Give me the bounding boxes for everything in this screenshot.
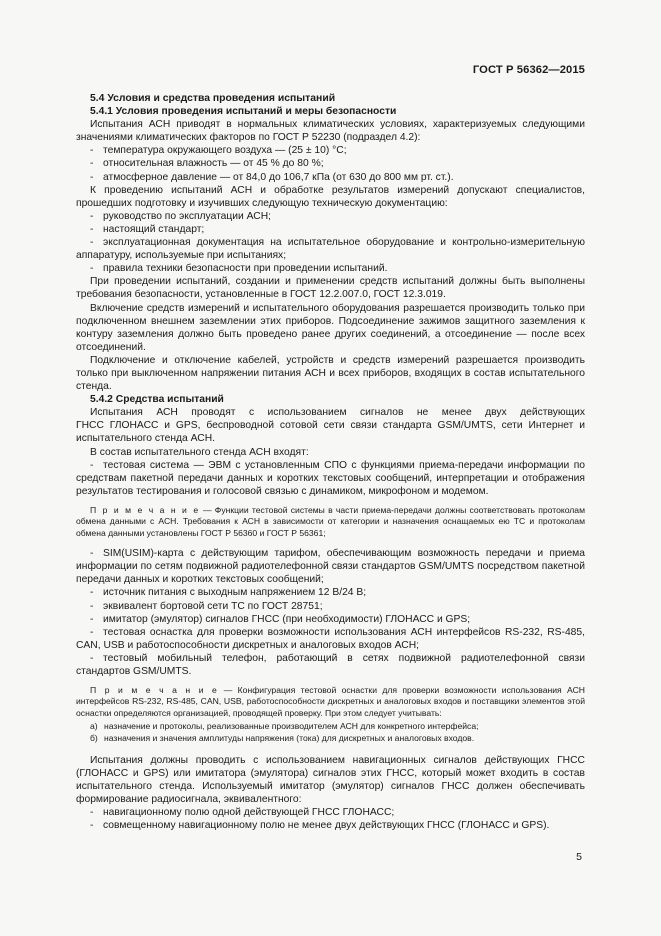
- paragraph: При проведении испытаний, создании и применении средств испытаний должны быть выполнены требования безопасности, установленные в ГОСТ 12.2.007.0, ГОСТ 12.3.019.: [76, 276, 585, 301]
- page-number: 5: [576, 851, 582, 863]
- page-content: [76, 92, 585, 832]
- list-item: - навигационному полю одной действующей ГНСС ГЛОНАСС;: [90, 807, 395, 819]
- list-item: - тестовая оснастка для проверки возможности использования АСН интерфейсов RS-232, RS-485, CAN, USB и работоспособности дискретных и аналоговых входов АСН;: [76, 626, 585, 651]
- list-item: - относительная влажность — от 45 % до 80 %;: [90, 158, 324, 170]
- note: П р и м е ч а н и е — Функции тестовой системы в части приема-передачи должны соответствовать протоколам обмена данными с АСН. Требования к АСН в зависимости от категории и назначения оснащаемых ею ТС и протоколам обмена данными установлены ГОСТ Р 56360 и ГОСТ Р 56361;: [76, 504, 585, 538]
- paragraph: Подключение и отключение кабелей, устройств и средств измерений разрешается производить только при выключенном напряжении питания АСН и всех приборов, входящих в состав испытательного стенда.: [76, 354, 585, 393]
- document-id-header: ГОСТ Р 56362—2015: [472, 64, 585, 76]
- subsection-heading-5-4-2: 5.4.2 Средства испытаний: [90, 394, 224, 406]
- list-item: - руководство по эксплуатации АСН;: [90, 210, 272, 222]
- paragraph: Испытания должны проводить с использованием навигационных сигналов действующих ГНСС (ГЛОНАСС и GPS) или имитатора (эмулятора) сигналов этих ГНСС, который может входить в состав испытательного стенда. Используемый имитатор (эмулятор) сигналов ГНСС должен обеспечивать формирование радиосигнала, эквивалентного:: [76, 754, 585, 806]
- note: П р и м е ч а н и е — Конфигурация тестовой оснастки для проверки возможности использования АСН интерфейсов RS-232, RS-485, CAN, USB, работоспособности дискретных и аналоговых входов и поставщики элементов этой оснастки определяются организацией, проводящей проверку. При этом следует учитывать:: [76, 685, 585, 718]
- paragraph: Испытания АСН проводят с использованием сигналов не менее двух действующих: [90, 407, 585, 419]
- list-item: - атмосферное давление — от 84,0 до 106,7 кПа (от 630 до 800 мм рт. ст.).: [90, 171, 454, 183]
- paragraph: К проведению испытаний АСН и обработке результатов измерений допускают специалистов, прошедших подготовку и изучивших следующую техническую документацию:: [76, 184, 585, 209]
- list-item: - источник питания с выходным напряжением 12 В/24 В;: [90, 587, 367, 599]
- paragraph: В состав испытательного стенда АСН входят:: [90, 446, 309, 458]
- list-item: - имитатор (эмулятор) сигналов ГНСС (при необходимости) ГЛОНАСС и GPS;: [90, 613, 471, 625]
- note-list-item: а) назначение и протоколы, реализованные производителем АСН для конкретного интерфейса;: [90, 721, 479, 732]
- paragraph: Включение средств измерений и испытательного оборудования разрешается производить только при подключенном внешнем заземлении этих приборов. Подсоединение зажимов защитного заземления к контуру заземления должно быть проведено ранее других соединений, а отсоединение — после всех отсоединений.: [76, 302, 585, 353]
- list-item: - настоящий стандарт;: [90, 223, 205, 235]
- list-item: - совмещенному навигационному полю не менее двух действующих ГНСС (ГЛОНАСС и GPS).: [90, 820, 550, 832]
- list-item: - эквивалент бортовой сети ТС по ГОСТ 28751;: [90, 600, 323, 612]
- note-list-item: б) назначения и значения амплитуды напряжения (тока) для дискретных и аналоговых входов.: [90, 733, 475, 744]
- list-item: - тестовая система — ЭВМ с установленным СПО с функциями приема-передачи информации по средствам пакетной передачи данных и коротких текстовых сообщений, интерпретации и отображения результатов тестирования и голосовой связью с динамиком, микрофоном и модемом.: [76, 459, 585, 497]
- subsection-heading-5-4-1: 5.4.1 Условия проведения испытаний и меры безопасности: [90, 106, 397, 118]
- paragraph: Испытания АСН приводят в нормальных климатических условиях, характеризуемых следующими значениями климатических факторов по ГОСТ Р 52230 (подраздел 4.2):: [76, 119, 585, 144]
- list-item: - SIM(USIM)-карта с действующим тарифом, обеспечивающим возможность передачи и приема информации по сетям подвижной радиотелефонной связи стандартов GSM/UMTS посредством пакетной передачи данных и коротких текстовых сообщений;: [76, 548, 585, 586]
- paragraph: ГНСС ГЛОНАСС и GPS, беспроводной сотовой сети связи стандарта GSM/UMTS, сети Интернет и испытательного стенда АСН.: [76, 420, 585, 445]
- list-item: - эксплуатационная документация на испытательное оборудование и контрольно-измерительную аппаратуру, используемые при испытаниях;: [76, 237, 585, 262]
- list-item: - тестовый мобильный телефон, работающий в сетях подвижной радиотелефонной связи стандартов GSM/UMTS.: [76, 652, 585, 677]
- list-item: - температура окружающего воздуха — (25 ± 10) °С;: [90, 145, 347, 157]
- section-heading-5-4: 5.4 Условия и средства проведения испытаний: [90, 93, 336, 104]
- list-item: - правила техники безопасности при проведении испытаний.: [90, 263, 388, 275]
